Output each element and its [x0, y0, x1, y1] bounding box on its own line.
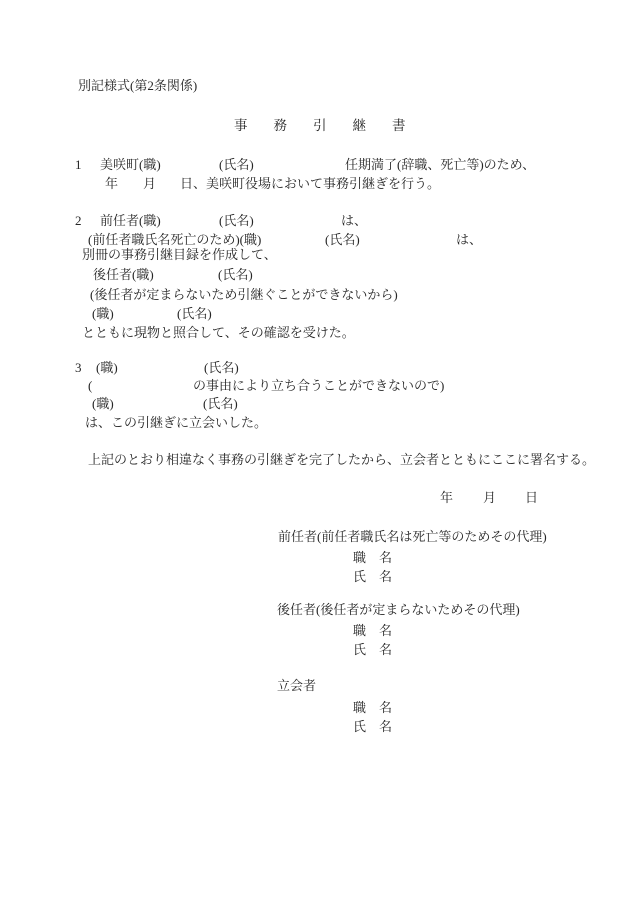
open-paren: (	[88, 378, 93, 393]
witness-name-line	[0, 718, 630, 735]
date-line	[0, 489, 630, 506]
role-signature-label: 職 名	[353, 550, 393, 565]
month-label: 月	[483, 490, 497, 505]
form-label-line	[0, 77, 630, 94]
role-signature-label: 職 名	[353, 623, 393, 638]
section2-line1	[0, 212, 630, 229]
closing-statement: 上記のとおり相違なく事務の引継ぎを完了したから、立会者とともにここに署名する。	[88, 452, 596, 467]
section2-line5	[0, 286, 630, 303]
section3-line3	[0, 395, 630, 412]
successor-role-line	[0, 622, 630, 639]
section1-line1	[0, 156, 630, 173]
page-title: 事務引継書	[234, 118, 432, 133]
name-field-label: (氏名)	[219, 157, 254, 172]
witness-statement-text: は、この引継ぎに立会いした。	[85, 415, 268, 430]
role-field-label: (職)	[92, 396, 114, 411]
month-label: 月	[143, 176, 157, 191]
closing-line	[0, 451, 630, 468]
role-field-label: (職)	[96, 360, 118, 375]
predecessor-signature-header	[0, 528, 630, 545]
name-field-label: (氏名)	[204, 360, 239, 375]
section3-line4	[0, 414, 630, 431]
name-field-label: (氏名)	[177, 306, 212, 321]
section2-line4	[0, 266, 630, 283]
successor-undecided-note: (後任者が定まらないため引継ぐことができないから)	[90, 287, 398, 302]
section2-line7	[0, 324, 630, 341]
successor-name-line	[0, 641, 630, 658]
section2-line6	[0, 305, 630, 322]
town-role-field: 美咲町(職)	[100, 157, 161, 172]
section2-line3	[0, 246, 630, 263]
reason-text: 任期満了(辞職、死亡等)のため、	[345, 157, 536, 172]
section1-line2	[0, 175, 630, 192]
year-label: 年	[440, 490, 454, 505]
deceased-proxy-role-field: (前任者職氏名死亡のため)(職)	[88, 232, 262, 247]
predecessor-header-text: 前任者(前任者職氏名は死亡等のためその代理)	[278, 529, 547, 544]
witness-role-line	[0, 699, 630, 716]
name-field-label: (氏名)	[219, 213, 254, 228]
section3-line2	[0, 377, 630, 394]
role-field-label: (職)	[92, 306, 114, 321]
section3-line1	[0, 359, 630, 376]
successor-signature-header	[0, 601, 630, 618]
witness-header-text: 立会者	[277, 678, 317, 693]
form-label: 別記様式(第2条関係)	[78, 78, 198, 93]
day-label: 日	[525, 490, 539, 505]
witness-signature-header	[0, 677, 630, 694]
name-signature-label: 氏 名	[353, 719, 393, 734]
successor-header-text: 後任者(後任者が定まらないためその代理)	[277, 602, 520, 617]
role-signature-label: 職 名	[353, 700, 393, 715]
name-field-label: (氏名)	[325, 232, 360, 247]
particle-text: は、	[341, 213, 368, 228]
name-field-label: (氏名)	[218, 267, 253, 282]
predecessor-role-field: 前任者(職)	[100, 213, 161, 228]
predecessor-name-line	[0, 568, 630, 585]
predecessor-role-line	[0, 549, 630, 566]
name-signature-label: 氏 名	[353, 569, 393, 584]
absence-reason-note: の事由により立ち合うことができないので)	[193, 378, 445, 393]
day-and-place-text: 日、美咲町役場において事務引継ぎを行う。	[180, 176, 441, 191]
section3-number: 3	[75, 360, 82, 375]
name-signature-label: 氏 名	[353, 642, 393, 657]
year-label: 年	[105, 176, 119, 191]
particle-text: は、	[456, 232, 483, 247]
name-field-label: (氏名)	[203, 396, 238, 411]
title-line	[0, 117, 630, 134]
verification-text: とともに現物と照合して、その確認を受けた。	[82, 325, 355, 340]
section2-number: 2	[75, 213, 82, 228]
successor-role-field: 後任者(職)	[93, 267, 154, 282]
section1-number: 1	[75, 157, 82, 172]
inventory-text: 別冊の事務引継目録を作成して、	[82, 247, 277, 262]
